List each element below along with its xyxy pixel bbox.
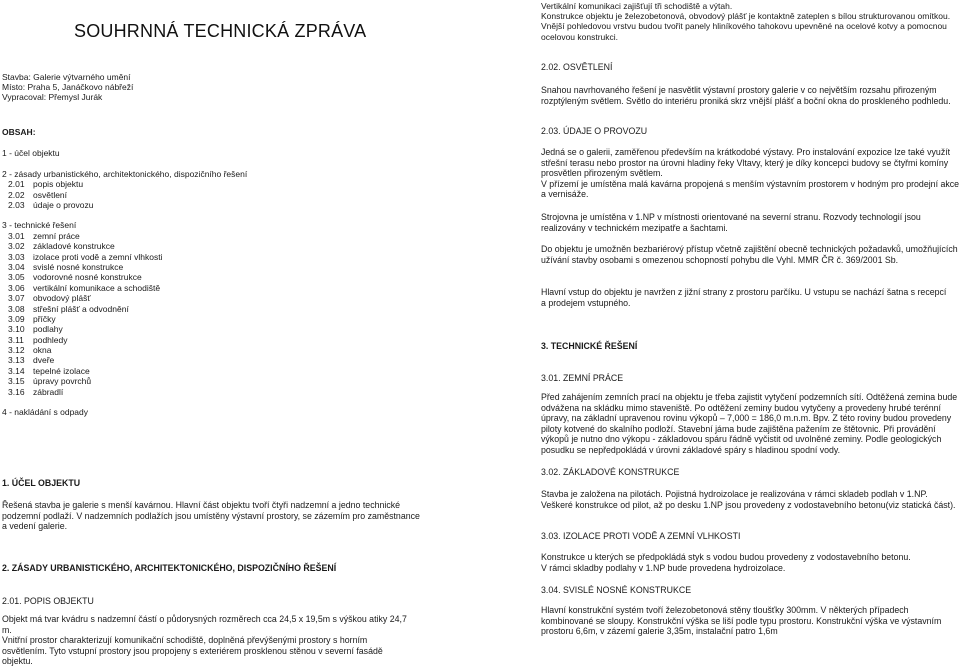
toc-item-number: 3.15 <box>8 376 25 387</box>
section-2-01-text: Objekt má tvar kvádru s nadzemní částí o půdorysných rozměrech cca 24,5 x 19,5m s výškou atiky 24,7 m. Vnitřní prostor charakterizují komunikační schodiště, doplněná převýšenými prostory s horním osvětlením. Tyto vstupní prostory jsou propojeny s exteriérem prosklenou stěnou v severní fasádě objektu. <box>2 614 407 667</box>
section-3-01-text: Před zahájením zemních prací na objektu je třeba zajistit vytyčení podzemních sítí. Odtěžená zemina bude odvážena na skládku mimo staveniště. Po odtěžení zeminy budou vytyčeny a provedeny hrubé terénní úpravy, na základní upravenou rovinu výkopů – 7,000 = 186,0 m.n.m. Bpv. Z této roviny budou provedeny piloty kotvené do skalního podloží. Stavební jáma bude zajištěna pažením ze štětovnic. Při provádění výkopů je nutno dno výkopu - základovou spáru řádně vyčistit od uvolněné zeminy. Podle geologických posudku se nepředpokládá v úrovni základové spáry s hladinou spodní vody. <box>541 392 958 455</box>
section-2-01-heading: 2.01. POPIS OBJEKTU <box>2 596 94 606</box>
toc-item-number: 3.06 <box>8 282 25 293</box>
toc-section-3-items <box>2 231 302 397</box>
toc-item-number: 3.13 <box>8 355 25 366</box>
toc-item-label: okna <box>33 345 52 356</box>
toc-item <box>2 314 302 324</box>
toc-item-label: úpravy povrchů <box>33 376 92 387</box>
toc-item-number: 2.02 <box>8 189 25 200</box>
toc-item-label: svislé nosné konstrukce <box>33 261 124 272</box>
toc-item-label: obvodový plášť <box>33 293 91 304</box>
toc-item-number: 3.01 <box>8 230 25 241</box>
toc-section-4: 4 - nakládání s odpady <box>2 407 89 418</box>
project-vypracoval: Vypracoval: Přemysl Jurák <box>2 92 103 103</box>
toc-item-number: 3.08 <box>8 303 25 314</box>
toc-item-label: dveře <box>33 355 55 366</box>
toc-item-number: 3.02 <box>8 241 25 252</box>
toc-item <box>2 231 302 241</box>
toc-item-number: 3.10 <box>8 324 25 335</box>
toc-item-number: 3.04 <box>8 261 25 272</box>
toc-item-number: 3.16 <box>8 386 25 397</box>
project-info <box>2 72 133 103</box>
toc-item-number: 3.12 <box>8 345 25 356</box>
toc-item <box>2 324 302 334</box>
table-of-contents <box>2 127 302 417</box>
section-3-02-text: Stavba je založena na pilotách. Pojistná hydroizolace je realizována v rámci skladeb podlah v 1.NP. Veškeré konstrukce od pilot, až po desku 1.NP jsou provedeny z vodostavebního betonu(viz statická část). <box>541 489 956 510</box>
section-3-heading: 3. TECHNICKÉ ŘEŠENÍ <box>541 341 638 351</box>
toc-item-number: 3.09 <box>8 313 25 324</box>
toc-item <box>2 366 302 376</box>
project-stavba: Stavba: Galerie výtvarného umění <box>2 72 131 82</box>
section-2-heading: 2. ZÁSADY URBANISTICKÉHO, ARCHITEKTONICKÉHO, DISPOZIČNÍHO ŘEŠENÍ <box>2 563 337 573</box>
toc-item <box>2 293 302 303</box>
toc-item <box>2 283 302 293</box>
section-3-03-text: Konstrukce u kterých se předpokládá styk s vodou budou provedeny z vodostavebního betonu. V rámci skladby podlahy v 1.NP bude provedena hydroizolace. <box>541 552 911 573</box>
toc-section-3: 3 - technické řešení <box>2 220 77 231</box>
toc-item <box>2 272 302 282</box>
toc-item-number: 3.14 <box>8 365 25 376</box>
toc-item <box>2 387 302 397</box>
section-3-04-text: Hlavní konstrukční systém tvoří železobetonová stěny tloušťky 300mm. V některých případech kombinované se sloupy. Konstrukční výška se liší podle typu prostoru. Konstrukční výška ve výstavním prostoru 6,6m, v zázemí galerie 3,35m, instalační patro 1,6m <box>541 605 942 637</box>
toc-item-label: izolace proti vodě a zemní vlhkosti <box>33 251 163 262</box>
toc-heading: OBSAH: <box>2 127 36 137</box>
toc-section-1: 1 - účel objektu <box>2 148 60 159</box>
toc-item <box>2 355 302 365</box>
toc-item <box>2 241 302 251</box>
toc-item-number: 3.03 <box>8 251 25 262</box>
toc-item-label: podlahy <box>33 324 63 335</box>
toc-item-number: 3.11 <box>8 334 24 345</box>
toc-item <box>2 335 302 345</box>
section-1-heading: 1. ÚČEL OBJEKTU <box>2 478 81 488</box>
toc-item-label: zemní práce <box>33 230 80 241</box>
toc-item-label: osvětlení <box>33 189 68 200</box>
toc-item-number: 2.03 <box>8 200 25 210</box>
toc-section-2-items <box>2 179 302 210</box>
project-misto: Místo: Praha 5, Janáčkovo nábřeží <box>2 82 134 93</box>
toc-item <box>2 304 302 314</box>
section-2-03-text-2: Strojovna je umístěna v 1.NP v místnosti orientované na severní stranu. Rozvody technologií jsou realizovány v technickém mezipatře a šachtami. <box>541 212 921 233</box>
toc-item-label: příčky <box>33 313 56 324</box>
document-title: SOUHRNNÁ TECHNICKÁ ZPRÁVA <box>74 21 367 41</box>
section-3-03-heading: 3.03. IZOLACE PROTI VODĚ A ZEMNÍ VLHKOSTI <box>541 531 741 541</box>
toc-item-label: popis objektu <box>33 179 84 190</box>
section-3-02-heading: 3.02. ZÁKLADOVÉ KONSTRUKCE <box>541 467 680 477</box>
toc-section-2: 2 - zásady urbanistického, architektonického, dispozičního řešení <box>2 168 248 179</box>
toc-item <box>2 200 302 210</box>
section-2-03-text-4: Hlavní vstup do objektu je navržen z jižní strany z prostoru parčíku. U vstupu se nachází šatna s recepcí a prodejem vstupného. <box>541 287 947 308</box>
toc-item-label: údaje o provozu <box>33 200 94 210</box>
toc-item <box>2 252 302 262</box>
section-3-04-heading: 3.04. SVISLÉ NOSNÉ KONSTRUKCE <box>541 585 692 595</box>
toc-item-label: tepelné izolace <box>33 365 90 376</box>
toc-item-label: vodorovné nosné konstrukce <box>33 272 142 283</box>
toc-item-label: základové konstrukce <box>33 241 115 252</box>
toc-item <box>2 262 302 272</box>
intro-continuation-text: Vertikální komunikaci zajišťují tři schodiště a výtah. Konstrukce objektu je železobetonová, obvodový plášť je kontaktně zateplen s bílou strukturovanou omítkou. Vnější pohledovou vrstvu budou tvořit panely hliníkového tahokovu upevněné na ocelové kotvy a pomocnou ocelovou konstrukci. <box>541 1 951 42</box>
section-1-text: Řešená stavba je galerie s menší kavárnou. Hlavní část objektu tvoří čtyři nadzemní a jedno technické podzemní podlaží. V nadzemních podlažích jsou umístěny výstavní prostory, se zázemím pro zaměstnance a vedení galerie. <box>2 500 420 532</box>
section-2-02-heading: 2.02. OSVĚTLENÍ <box>541 62 613 72</box>
toc-item-number: 3.05 <box>8 272 25 283</box>
toc-item-label: podhledy <box>33 334 68 345</box>
toc-item <box>2 376 302 386</box>
toc-item <box>2 179 302 189</box>
section-2-03-text-1: Jedná se o galerii, zaměřenou především na krátkodobé výstavy. Pro instalování expozice lze také využít střešní terasu nebo prostor na úrovni hladiny řeky Vltavy, který je díky koncepci budovy se čtyřmi komíny prosvětlen přirozeným světlem. V přízemí je umístěna malá kavárna propojená s menším výstavním prostorem v hodným pro prodejní akce a vernisáže. <box>541 147 960 200</box>
toc-item-label: střešní plášť a odvodnění <box>33 303 129 314</box>
toc-item <box>2 345 302 355</box>
section-2-03-text-3: Do objektu je umožněn bezbariérový přístup včetně zajištění obecně technických požadavků, umožňujících užívání stavby osobami s omezenou schopností pohybu dle Vyhl. MMR ČR č. 369/2001 Sb. <box>541 244 958 265</box>
section-3-01-heading: 3.01. ZEMNÍ PRÁCE <box>541 373 624 383</box>
toc-item-label: zábradlí <box>33 386 64 397</box>
section-2-03-heading: 2.03. ÚDAJE O PROVOZU <box>541 126 648 136</box>
section-2-02-text: Snahou navrhovaného řešení je nasvětlit výstavní prostory galerie v co největším rozsahu přirozeným rozptýleným světlem. Světlo do interiéru proniká skrz vnější plášť a boční okna do prosklenéhо podhledu. <box>541 85 951 106</box>
toc-item <box>2 190 302 200</box>
toc-item-number: 3.07 <box>8 293 25 304</box>
toc-item-label: vertikální komunikace a schodiště <box>33 282 161 293</box>
toc-item-number: 2.01 <box>8 179 25 190</box>
